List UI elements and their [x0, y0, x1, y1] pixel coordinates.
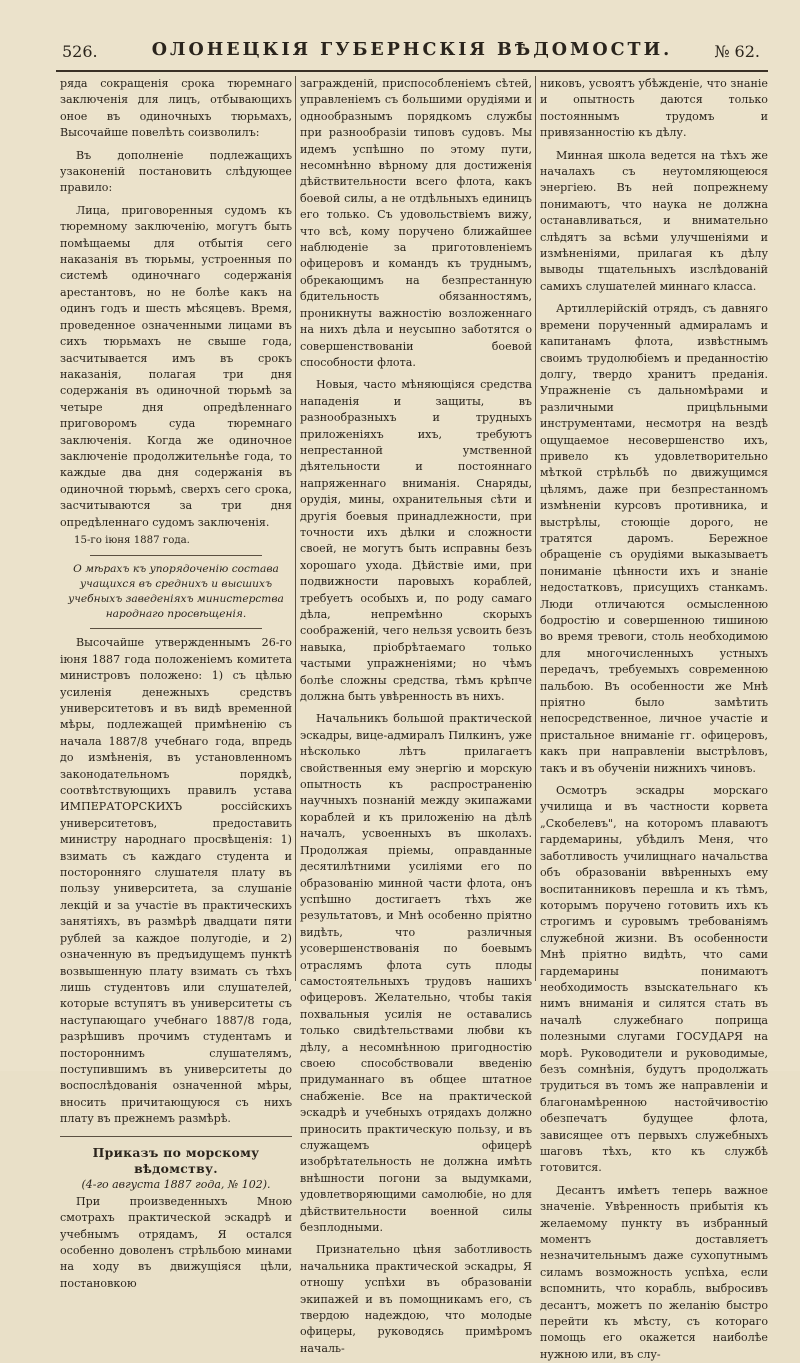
divider [90, 628, 262, 629]
column-2 [300, 76, 532, 1355]
column-divider [295, 76, 296, 981]
paragraph: Въ дополненіе подлежащихъ узаконеній постановить слѣдующее правило: [60, 148, 292, 195]
paragraph: Признательно цѣня заботливость начальника практической эскадры, Я отношу успѣхи въ образованіи экипажей и въ помощникамъ его, съ твердою надеждою, что молодые офицеры, руководясь примѣромъ началь- [300, 1243, 532, 1355]
paragraph: никовъ, усвоятъ убѣжденіе, что знаніе и опытность даются только постояннымъ трудомъ и привязанностію къ дѣлу. [540, 77, 768, 140]
paragraph: Десантъ имѣетъ теперь важное значеніе. Увѣренность прибытія къ желаемому пункту въ избранный моментъ доставляетъ незначительнымъ даже сухопутнымъ силамъ возможность успѣха, если вспомнить, что корабль, выбросивъ десантъ, можетъ по желанію быстро перейти къ мѣсту, съ котораго помощь его окажется наиболѣе нужною или, въ слу- [540, 1183, 768, 1361]
newspaper-title: ОЛОНЕЦКІЯ ГУБЕРНСКІЯ ВѢДОМОСТИ. [151, 40, 673, 60]
paragraph: ряда сокращенія срока тюремнаго заключенія для лицъ, отбывающихъ оное въ одиночныхъ тюрьмахъ, Высочайше повелѣть соизволилъ: [60, 77, 292, 140]
section-heading: Приказъ по морскому вѣдомству. [92, 1144, 260, 1176]
article-title: О мѣрахъ къ упорядоченію состава учащихся въ среднихъ и высшихъ учебныхъ заведеніяхъ министерства народнаго просвѣщенія. [68, 563, 284, 621]
column-1 [60, 76, 292, 1290]
paragraph: загражденій, приспособленіемъ сѣтей, управленіемъ съ большими орудіями и однообразнымъ порядкомъ службы при разнообразіи типовъ судовъ. Мы идемъ успѣшно по этому пути, несомнѣнно вѣрному для достиженія дѣйствительности всего флота, какъ боевой силы, а не отдѣльныхъ единицъ его только. Съ удовольствіемъ вижу, что всѣ, кому поручено ближайшее наблюденіе за приготовленіемъ офицеровъ и командъ къ труднымъ, обрекающимъ на безпрестанную бдительность обязанностямъ, проникнуты важностію возложеннаго на нихъ дѣла и неусыпно заботятся о совершенствованіи боевой способности флота. [300, 77, 532, 369]
column-divider [535, 76, 536, 981]
paragraph: Лица, приговоренныя судомъ къ тюремному заключенію, могутъ быть помѣщаемы для отбытія сего наказанія въ тюрьмы, устроенныя по системѣ одиночнаго содержанія арестантовъ, но не болѣе какъ на одинъ годъ и шесть мѣсяцевъ. Время, проведенное означенными лицами въ сихъ тюрьмахъ не свыше года, засчитывается имъ въ срокъ наказанія, полагая три дня содержанія въ одиночной тюрьмѣ за четыре дня опредѣленнаго приговоромъ суда тюремнаго заключенія. Когда же одиночное заключеніе продолжительнѣе года, то каждые два дня содержанія въ одиночной тюрьмѣ, сверхъ сего срока, засчитываются за три дня опредѣленнаго судомъ заключенія. [60, 203, 292, 529]
section-subheading: (4-го августа 1887 года, № 102). [81, 1178, 271, 1192]
paragraph: Начальникъ большой практической эскадры, вице-адмиралъ Пилкинъ, уже нѣсколько лѣтъ прилагаетъ свойственныя ему энергію и морскую опытность къ распространенію научныхъ познаній между экипажами кораблей и къ приложенію на дѣлѣ началъ, усвоенныхъ въ школахъ. Продолжая пріемы, оправданные десятилѣтними усиліями его по образованію минной части флота, онъ успѣшно достигаетъ тѣхъ же результатовъ, и Мнѣ особенно пріятно видѣть, что различныя усовершенствованія по боевымъ отраслямъ флота суть плоды самостоятельныхъ трудовъ нашихъ офицеровъ. Желательно, чтобы такія похвальныя усилія не оставались только свидѣтельствами любви къ дѣлу, а несомнѣнною пригодностію своею способствовали введенію придуманнаго въ общее штатное снабженіе. Все на практической эскадрѣ и учебныхъ отрядахъ должно приносить практическую пользу, и въ служащемъ офицерѣ изобрѣтательность не должна имѣть внѣшности погони за выдумками, удовлетворяющими самолюбіе, но для дѣйствительности военной силы безплодными. [300, 712, 532, 1235]
paragraph: Высочайше утвержденнымъ 26-го іюня 1887 года положеніемъ комитета министровъ положено: 1) съ цѣлью усиленія денежныхъ средствъ университетовъ и въ видѣ временной мѣры, подлежащей примѣненію съ начала 1887/8 учебнаго года, впредь до измѣненія, въ установленномъ законодательномъ порядкѣ, соотвѣтствующихъ правилъ устава ИМПЕРАТОРСКИХЪ россійскихъ университетовъ, предоставить министру народнаго просвѣщенія: 1) взимать съ каждаго студента и посторонняго слушателя плату въ пользу университета, за слушаніе лекцій и за участіе въ практическихъ занятіяхъ, въ размѣрѣ двадцати пяти рублей за каждое полугодіе, и 2) означенную въ предъидущемъ пунктѣ возвышенную плату взимать съ тѣхъ лишь студентовъ или слушателей, которые вступятъ въ университеты съ наступающаго учебнаго 1887/8 года, разрѣшивъ прочимъ студентамъ и постороннимъ слушателямъ, поступившимъ въ университеты до воспослѣдованія означенной мѣры, вносить причитающуюся съ нихъ плату въ прежнемъ размѣрѣ. [60, 636, 292, 1126]
paragraph: Новыя, часто мѣняющіяся средства нападенія и защиты, въ разнообразныхъ и трудныхъ приложеніяхъ ихъ, требуютъ непрестанной умственной дѣятельности и постояннаго напряженнаго вниманія. Снаряды, орудія, мины, охранительныя сѣти и другія боевыя принадлежности, при точности ихъ дѣлки и сложности своей, не могутъ быть исправны безъ хорошаго ухода. Дѣйствіе ими, при подвижности паровыхъ кораблей, требуетъ особыхъ и, по роду самаго дѣла, непремѣнно скорыхъ соображеній, чего нельзя усвоить безъ навыка, пріобрѣтаемаго только частыми упражненіями; но чѣмъ болѣе сложны средства, тѣмъ крѣпче должна быть увѣренность въ нихъ. [300, 378, 532, 704]
page-header [56, 38, 768, 68]
divider [60, 1136, 292, 1137]
paragraph: При произведенныхъ Мною смотрахъ практической эскадрѣ и учебнымъ отрядамъ, Я остался особенно доволенъ стрѣльбою минами на ходу въ движущіяся цѣли, постановкою [60, 1194, 292, 1290]
header-rule [56, 70, 768, 72]
dateline: 15-го іюня 1887 года. [74, 534, 190, 546]
paragraph: Осмотръ эскадры морскаго училища и въ частности корвета „Скобелевъ", на которомъ плаваютъ гардемарины, убѣдилъ Меня, что заботливость училищнаго начальства объ образованіи ввѣренныхъ ему воспитанниковъ перешла и къ тѣмъ, которымъ поручено готовить ихъ къ строгимъ и суровымъ требованіямъ служебной жизни. Въ особенности Мнѣ пріятно видѣть, что сами гардемарины понимаютъ необходимость взыскательнаго къ нимъ вниманія и силятся стать въ началѣ служебнаго поприща полезными слугами ГОСУДАРЯ на морѣ. Руководители и руководимые, безъ сомнѣнія, будутъ продолжать трудиться въ томъ же направленіи и благонамѣренною настойчивостію обезпечатъ будущее флота, зависящее отъ первыхъ служебныхъ шаговъ тѣхъ, кто къ службѣ готовится. [540, 784, 768, 1175]
issue-number: № 62. [714, 42, 760, 61]
column-3 [540, 76, 768, 1361]
page-number: 526. [62, 42, 98, 61]
divider [90, 555, 262, 556]
paragraph: Минная школа ведется на тѣхъ же началахъ съ неутомляющеюся энергіею. Въ ней попрежнему понимаютъ, что наука не должна останавливаться, и внимательно слѣдятъ за всѣми улучшеніями и измѣненіями, прилагая къ дѣлу выводы тщательныхъ изслѣдованій самихъ слушателей миннаго класса. [540, 148, 768, 293]
paragraph: Артиллерійскій отрядъ, съ давняго времени порученный адмираламъ и капитанамъ флота, извѣстнымъ своимъ трудолюбіемъ и преданностію долгу, твердо хранитъ преданія. Упражненіе съ дальномѣрами и различными прицѣльными инструментами, несмотря на вездѣ ощущаемое несовершенство ихъ, привело къ удовлетворительно мѣткой стрѣльбѣ по движущимся цѣлямъ, даже при безпрестанномъ измѣненіи курсовъ противника, и выстрѣлы, стоющіе дорого, не тратятся даромъ. Бережное обращеніе съ орудіями выказываетъ пониманіе цѣнности ихъ и знаніе недостатковъ, присущихъ станкамъ. Люди отличаются осмысленною бодростію и совершенною тишиною во время тревоги, столь необходимою для многочисленныхъ устныхъ передачъ, требуемыхъ современною пальбою. Въ особенности же Мнѣ пріятно было замѣтить непосредственное, личное участіе и пристальное вниманіе гг. офицеровъ, какъ при направленіи выстрѣловъ, такъ и въ обученіи нижнихъ чиновъ. [540, 302, 768, 775]
